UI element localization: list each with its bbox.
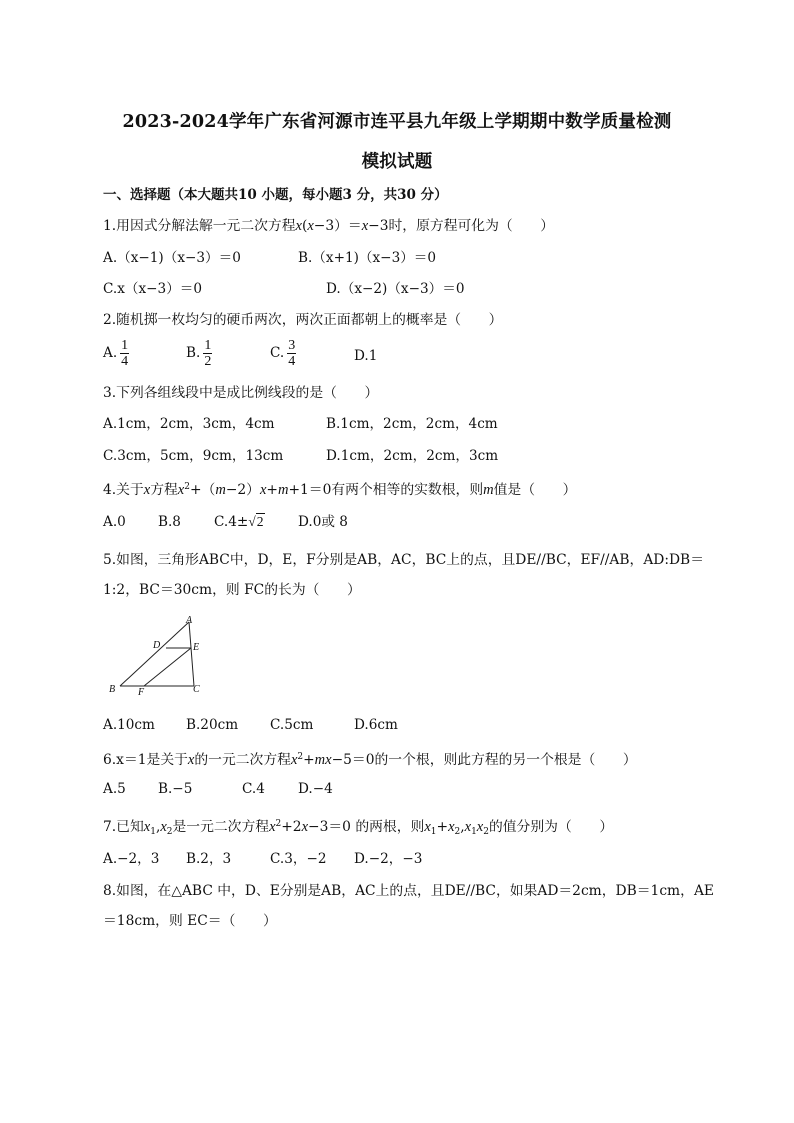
question-5-option-a: A.10cm — [103, 717, 155, 733]
vertex-label-e: E — [193, 642, 200, 653]
fraction: $\frac{1}{2}$ — [204, 338, 212, 369]
question-6-option-d: D.−4 — [298, 781, 333, 797]
exam-title-line2: 模拟试题 — [361, 152, 433, 172]
section-heading: 一、选择题（本大题共10 小题，每小题3 分，共30 分） — [103, 187, 448, 203]
question-7-stem: 7.已知$x_1,x_2$是一元二次方程$x^2+2x-3=0$ 的两根，则$x_1+x_2,x_1x_2$的值分别为（ ） — [103, 819, 614, 837]
question-2-option-a: A. $\frac{1}{4}$ — [103, 338, 129, 369]
question-4-option-c: C.4±√2 — [214, 514, 264, 530]
question-5-line1: 5.如图，三角形ABC中，D，E，F分别是AB，AC，BC上的点，且DE//BC，EF//AB，AD:DB＝ — [103, 552, 704, 568]
sqrt-symbol: √2 — [248, 514, 264, 529]
question-6-option-c: C.4 — [242, 781, 265, 797]
question-3-option-a: A.1cm，2cm，3cm，4cm — [103, 416, 275, 432]
question-5-line2: 1:2，BC＝30cm，则 FC的长为（ ） — [103, 582, 361, 598]
question-2-stem: 2.随机掷一枚均匀的硬币两次，两次正面都朝上的概率是（ ） — [103, 312, 503, 328]
question-7-option-b: B.2，3 — [186, 851, 232, 867]
vertex-label-c: C — [193, 684, 200, 695]
question-1-stem: 1.用因式分解法解一元二次方程x(x−3）＝x−3时，原方程可化为（ ） — [103, 218, 555, 234]
question-6-stem: 6.x＝1是关于x的一元二次方程$x^2+mx-5=0$的一个根，则此方程的另一个根是（ ） — [103, 752, 637, 768]
question-6-option-b: B.−5 — [158, 781, 193, 797]
question-5-option-c: C.5cm — [270, 717, 314, 733]
question-2-option-c: C. $\frac{3}{4}$ — [270, 338, 296, 369]
question-3-option-c: C.3cm，5cm，9cm，13cm — [103, 448, 284, 464]
question-7-option-c: C.3，−2 — [270, 851, 327, 867]
question-4-option-b: B.8 — [158, 514, 181, 530]
vertex-label-b: B — [109, 684, 116, 695]
question-4-stem: 4.关于x方程$x^2+(m-2)x+m+1=0$有两个相等的实数根，则m值是（ ） — [103, 482, 577, 498]
question-7-option-a: A.−2，3 — [103, 851, 160, 867]
question-1-option-b: B.（x+1)（x−3）＝0 — [298, 250, 437, 266]
question-3-stem: 3.下列各组线段中是成比例线段的是（ ） — [103, 385, 379, 401]
question-4-option-a: A.0 — [103, 514, 126, 530]
question-2-option-d: D.1 — [354, 348, 378, 364]
question-2-option-b: B. $\frac{1}{2}$ — [186, 338, 212, 369]
question-8-line1: 8.如图，在△ABC 中，D、E分别是AB，AC上的点，且DE//BC，如果AD＝2cm，DB＝1cm，AE — [103, 883, 714, 899]
question-8-line2: ＝18cm，则 EC＝（ ） — [103, 913, 277, 929]
question-5-option-b: B.20cm — [186, 717, 239, 733]
question-6-option-a: A.5 — [103, 781, 126, 797]
question-1-option-a: A.（x−1)（x−3）＝0 — [103, 250, 241, 266]
vertex-label-f: F — [138, 687, 145, 696]
question-7-option-d: D.−2，−3 — [354, 851, 423, 867]
exam-title-line1: 2023-2024学年广东省河源市连平县九年级上学期期中数学质量检测 — [122, 112, 672, 132]
vertex-label-a: A — [186, 615, 193, 626]
question-1-option-d: D.（x−2)（x−3）＝0 — [326, 281, 465, 297]
vertex-label-d: D — [153, 640, 161, 651]
question-3-option-d: D.1cm，2cm，2cm，3cm — [326, 448, 499, 464]
question-3-option-b: B.1cm，2cm，2cm，4cm — [326, 416, 498, 432]
question-4-option-d: D.0或 8 — [298, 514, 348, 530]
fraction: $\frac{3}{4}$ — [288, 338, 296, 369]
triangle-figure — [106, 614, 206, 696]
fraction: $\frac{1}{4}$ — [121, 338, 129, 369]
question-1-option-c: C.x（x−3）＝0 — [103, 281, 203, 297]
question-5-option-d: D.6cm — [354, 717, 398, 733]
